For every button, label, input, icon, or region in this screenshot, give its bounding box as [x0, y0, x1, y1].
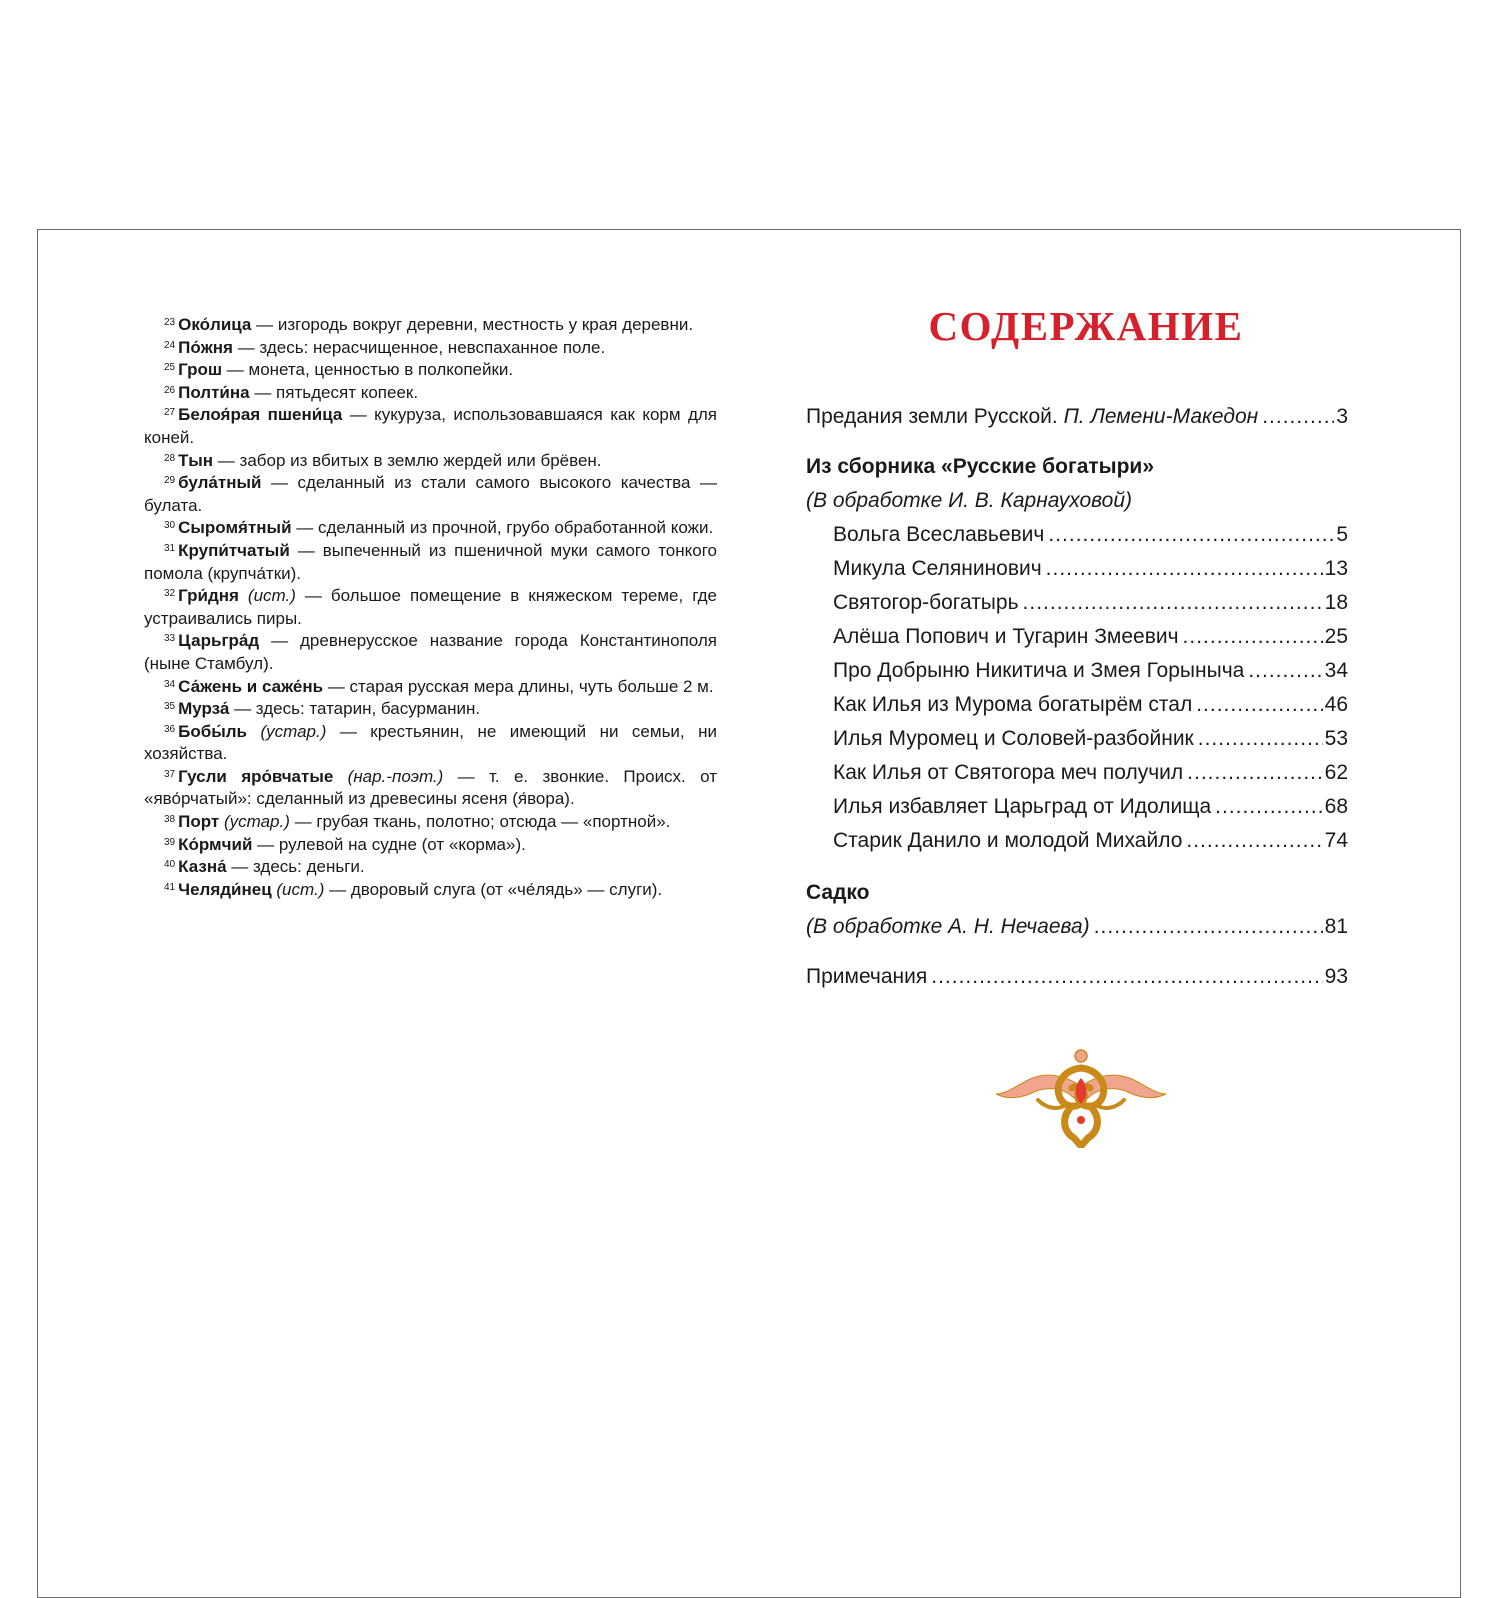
toc-page-number: 74: [1324, 829, 1348, 852]
leader-dots: [1196, 688, 1322, 722]
toc-entry[interactable]: Как Илья от Святогора меч получил ..... 62: [806, 756, 1348, 790]
notes-list: [144, 314, 717, 901]
toc-title: СОДЕРЖАНИЕ: [928, 303, 1244, 349]
toc-page-number: 3: [1336, 405, 1348, 428]
toc-section-subheading: (В обработке И. В. Карнауховой): [806, 489, 1133, 512]
note-item: $^{35}$ Мурза́ — здесь: татарин, басурманин.: [164, 699, 481, 719]
toc-section-heading: Из сборника «Русские богатыри»: [806, 455, 1155, 478]
toc-page-number: 68: [1324, 795, 1348, 818]
toc-entry-label: Предания земли Русской. П. Лемени-Македон: [806, 405, 1259, 428]
toc-entry[interactable]: Как Илья из Мурома богатырём стал ..... 46: [806, 688, 1348, 722]
toc-page-number: 5: [1336, 523, 1348, 546]
note-item: $^{36}$ Бобы́ль (устар.) — крестьянин, не имеющий ни семьи, ни хозяйства.: [144, 721, 717, 764]
toc-page-number: 53: [1324, 727, 1348, 750]
toc-page-number: 13: [1324, 557, 1348, 580]
toc-page-number: 62: [1324, 761, 1348, 784]
toc-entry[interactable]: Старик Данило и молодой Михайло ..... 74: [806, 824, 1348, 858]
toc-page-number: 46: [1324, 693, 1348, 716]
leader-dots: [931, 960, 1322, 994]
leader-dots: [1046, 552, 1323, 586]
note-item: $^{33}$ Царьгра́д — древнерусское название города Константинополя (ныне Стамбул).: [144, 631, 717, 673]
note-item: $^{30}$ Сыромя́тный — сделанный из прочной, грубо обработанной кожи.: [164, 518, 714, 538]
toc-entry-intro[interactable]: [806, 400, 1348, 434]
toc-entry-sadko[interactable]: (В обработке А. Н. Нечаева) ..... 81: [806, 910, 1348, 944]
toc-entry[interactable]: Илья Муромец и Соловей-разбойник ..... 53: [806, 722, 1348, 756]
note-item: $^{27}$ Белоя́рая пшени́ца — кукуруза, использовавшаяся как корм для коней.: [144, 405, 717, 447]
toc-entry[interactable]: Алёша Попович и Тугарин Змеевич ..... 25: [806, 620, 1348, 654]
toc-page-number: 18: [1324, 591, 1348, 614]
toc-entry[interactable]: Илья избавляет Царьград от Идолища ..... 68: [806, 790, 1348, 824]
leader-dots: [1187, 756, 1322, 790]
note-item: $^{31}$ Крупи́тчатый — выпеченный из пшеничной муки самого тонкого помола (крупча́тки).: [144, 540, 717, 583]
note-item: $^{37}$ Гусли яро́вчатые (нар.-поэт.) — т. е. звонкие. Происх. от «яво́рчатый»: сделанный из древесины ясеня (я́вора).: [144, 766, 717, 809]
leader-dots: [1023, 586, 1323, 620]
leader-dots: [1248, 654, 1322, 688]
leader-dots: [1183, 620, 1323, 654]
toc-entry-notes[interactable]: Примечания ..... 93: [806, 960, 1348, 994]
note-item: $^{23}$ Око́лица — изгородь вокруг деревни, местность у края деревни.: [164, 315, 694, 334]
note-item: $^{29}$ була́тный — сделанный из стали самого высокого качества — булата.: [144, 473, 717, 515]
table-of-contents: [806, 400, 1348, 994]
note-item: $^{39}$ Ко́рмчий — рулевой на судне (от «корма»).: [164, 834, 526, 854]
toc-entry[interactable]: Святогор-богатырь ..... 18: [806, 586, 1348, 620]
toc-page-number: 34: [1324, 659, 1348, 682]
toc-section-heading: Садко: [806, 881, 870, 904]
note-item: $^{25}$ Грош — монета, ценностью в полкопейки.: [164, 360, 514, 380]
book-spread: [37, 229, 1461, 1598]
note-item: $^{38}$ Порт (устар.) — грубая ткань, полотно; отсюда — «портной».: [164, 812, 671, 832]
toc-page-number: 93: [1324, 965, 1348, 988]
note-item: $^{40}$ Казна́ — здесь: деньги.: [164, 857, 365, 877]
leader-dots: [1186, 824, 1322, 858]
ornament-icon: [994, 1048, 1168, 1148]
leader-dots: [1094, 910, 1323, 944]
toc-page-number: 81: [1324, 915, 1348, 938]
toc-page-number: 25: [1324, 625, 1348, 648]
leader-dots: [1198, 722, 1323, 756]
note-item: $^{41}$ Челяди́нец (ист.) — дворовый слуга (от «че́лядь» — слуги).: [164, 879, 663, 899]
leader-dots: [1215, 790, 1322, 824]
toc-entry[interactable]: Про Добрыню Никитича и Змея Горыныча ..... 34: [806, 654, 1348, 688]
toc-entry[interactable]: Микула Селянинович ..... 13: [806, 552, 1348, 586]
note-item: $^{24}$ По́жня — здесь: нерасчищенное, невспаханное поле.: [164, 337, 606, 357]
leader-dots: [1262, 400, 1334, 434]
note-item: $^{32}$ Гри́дня (ист.) — большое помещение в княжеском тереме, где устраивались пиры.: [144, 586, 718, 628]
note-item: $^{28}$ Тын — забор из вбитых в землю жердей или брёвен.: [164, 450, 602, 470]
note-item: $^{26}$ Полти́на — пятьдесят копеек.: [164, 382, 419, 402]
leader-dots: [1048, 518, 1334, 552]
note-item: $^{34}$ Са́жень и саже́нь — старая русская мера длины, чуть больше 2 м.: [164, 676, 714, 696]
toc-entry[interactable]: Вольга Всеславьевич ..... 5: [806, 518, 1348, 552]
